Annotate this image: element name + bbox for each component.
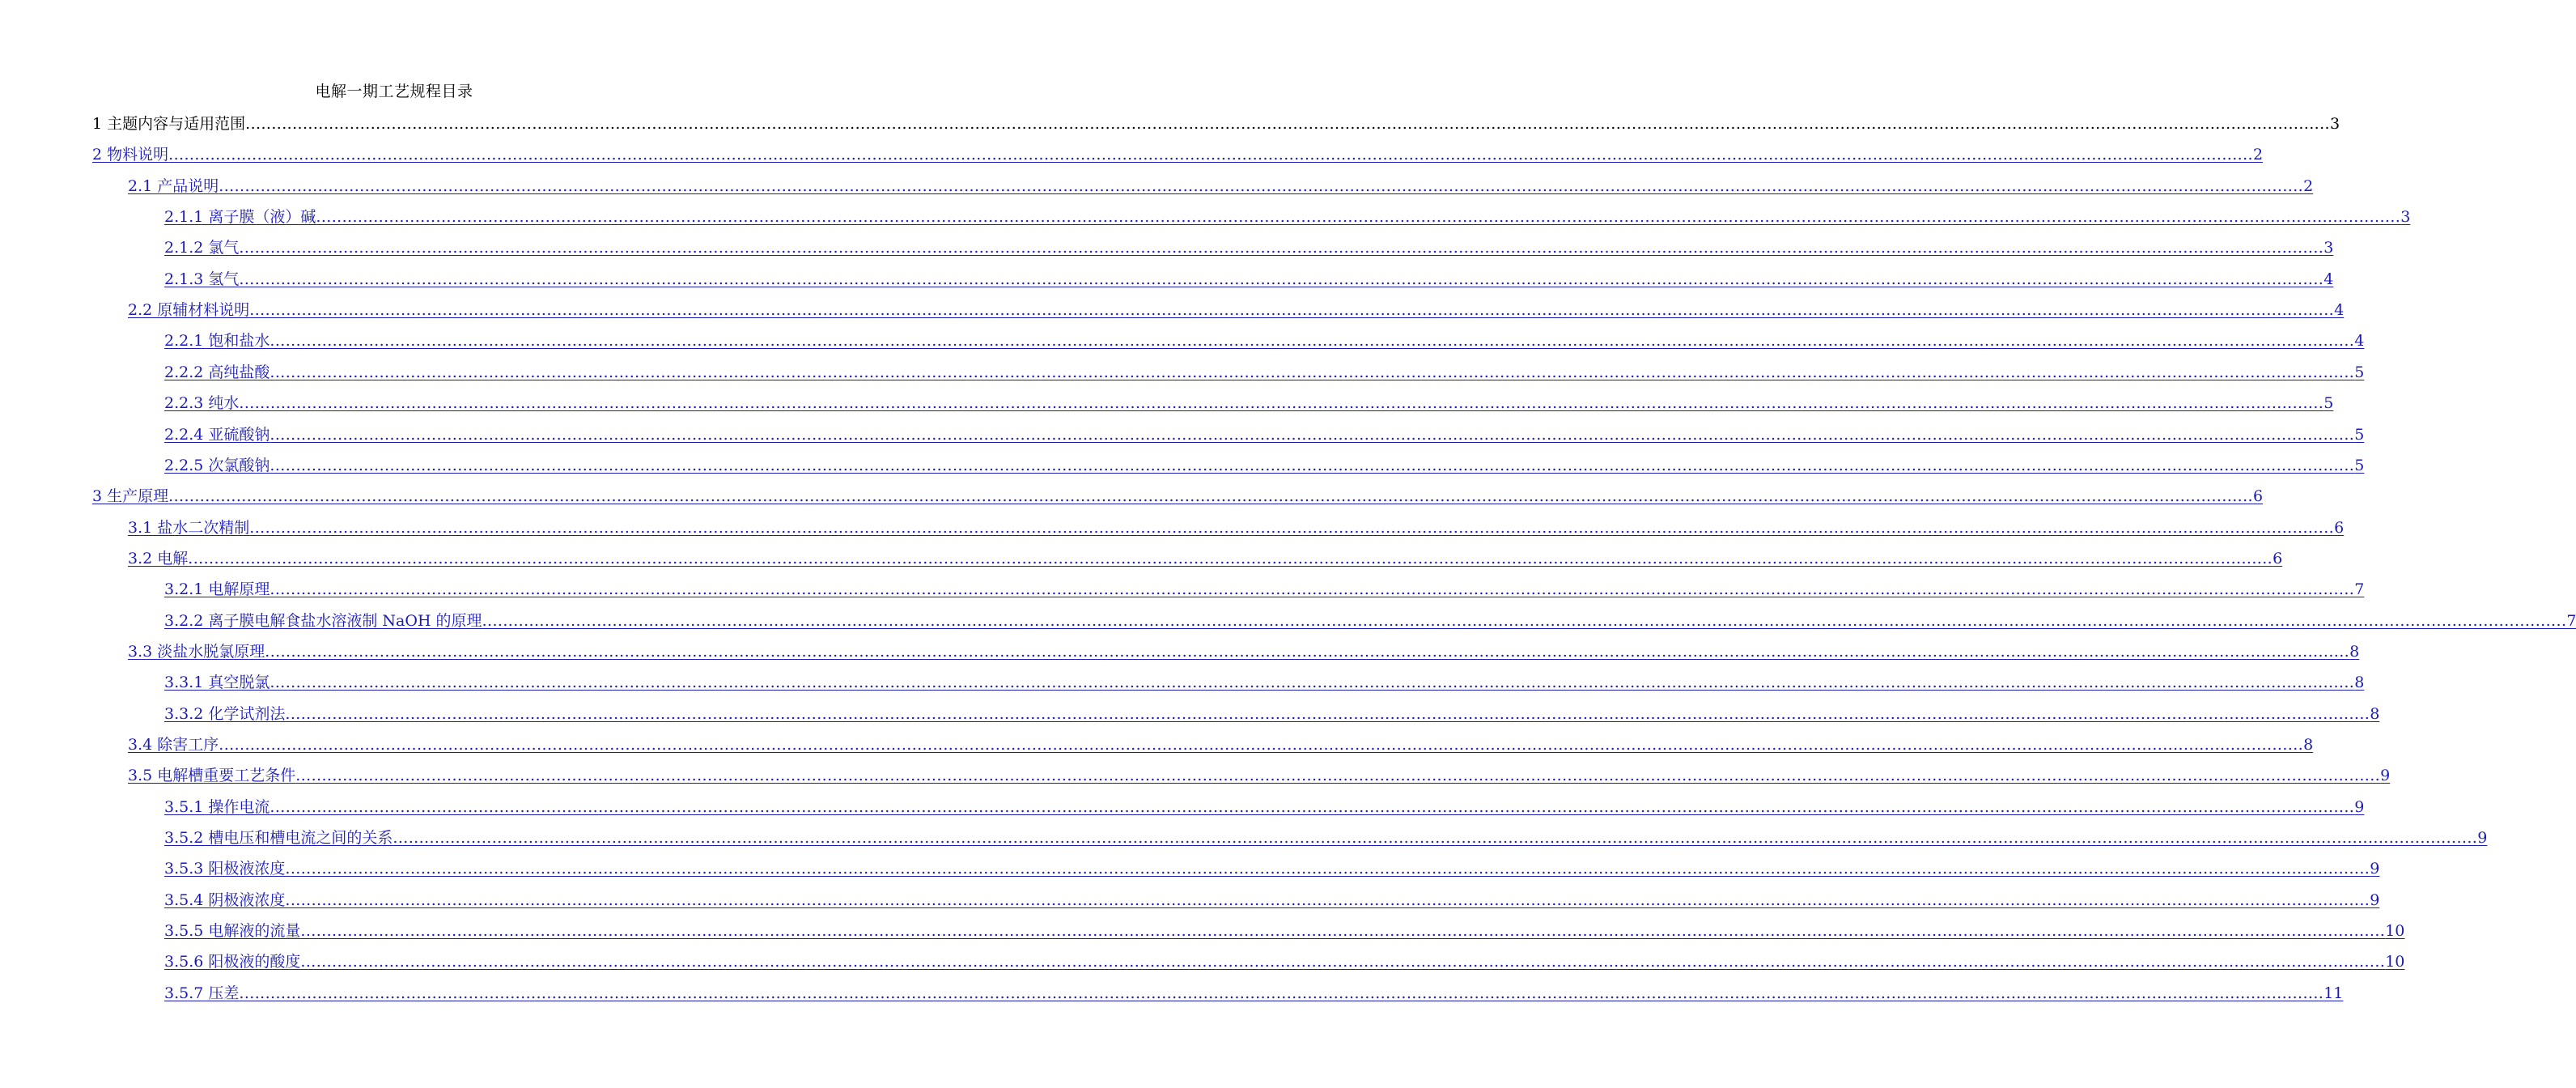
toc-entry-title: 2 物料说明 <box>92 146 169 164</box>
toc-entry-page-number: 10 <box>2385 953 2405 971</box>
toc-entry-page-number: 11 <box>2323 984 2344 1002</box>
dot-leader: ................................................................................................................................................................................................................................................................................................................................................................................................................ <box>219 176 2304 195</box>
dot-leader: ................................................................................................................................................................................................................................................................................................................................................................................................................ <box>269 363 2355 381</box>
toc-entry[interactable] <box>164 269 2334 290</box>
toc-entry[interactable] <box>164 890 2380 911</box>
toc-entry-page-number: 2 <box>2303 176 2314 195</box>
dot-leader: ................................................................................................................................................................................................................................................................................................................................................................................................................ <box>316 208 2401 227</box>
toc-entry-page-number: 6 <box>2273 549 2283 567</box>
toc-entry-page-number: 3 <box>2329 115 2340 133</box>
toc-entry[interactable] <box>164 362 2365 383</box>
toc-entry[interactable] <box>164 703 2380 725</box>
toc-entry-page-number: 4 <box>2323 270 2334 288</box>
toc-entry-title: 3.4 除害工序 <box>128 736 219 754</box>
toc-entry <box>92 113 2340 134</box>
toc-entry-page-number: 8 <box>2303 736 2314 754</box>
toc-entry-page-number: 3 <box>2400 208 2411 227</box>
toc-entry-page-number: 9 <box>2477 829 2488 848</box>
toc-entry[interactable] <box>164 672 2365 693</box>
dot-leader: ................................................................................................................................................................................................................................................................................................................................................................................................................ <box>482 611 2567 630</box>
dot-leader: ................................................................................................................................................................................................................................................................................................................................................................................................................ <box>265 642 2350 661</box>
dot-leader: ................................................................................................................................................................................................................................................................................................................................................................................................................ <box>285 704 2370 723</box>
toc-entry-title: 2.2 原辅材料说明 <box>128 301 250 320</box>
toc-entry-page-number: 8 <box>2354 674 2365 692</box>
toc-entry-page-number: 10 <box>2385 922 2405 941</box>
toc-entry-title: 3.5.5 电解液的流量 <box>164 922 301 941</box>
dot-leader: ................................................................................................................................................................................................................................................................................................................................................................................................................ <box>188 549 2273 567</box>
dot-leader: ................................................................................................................................................................................................................................................................................................................................................................................................................ <box>168 487 2253 506</box>
toc-entry[interactable] <box>164 610 2576 631</box>
toc-entry-page-number: 6 <box>2252 487 2264 506</box>
dot-leader: ................................................................................................................................................................................................................................................................................................................................................................................................................ <box>269 332 2355 351</box>
toc-entry-page-number: 9 <box>2370 890 2380 909</box>
toc-entry-title: 2.1 产品说明 <box>128 176 219 195</box>
toc-entry[interactable] <box>164 393 2334 414</box>
toc-entry-page-number: 3 <box>2323 239 2334 257</box>
toc-entry-title: 3.5.7 压差 <box>164 984 240 1002</box>
toc-entry[interactable] <box>164 424 2365 445</box>
dot-leader: ................................................................................................................................................................................................................................................................................................................................................................................................................ <box>269 797 2355 816</box>
dot-leader: ................................................................................................................................................................................................................................................................................................................................................................................................................ <box>300 953 2386 971</box>
toc-entry[interactable] <box>164 579 2365 600</box>
dot-leader: ................................................................................................................................................................................................................................................................................................................................................................................................................ <box>285 890 2370 909</box>
toc-entry[interactable] <box>128 517 2345 538</box>
toc-entry-page-number: 4 <box>2354 332 2365 351</box>
dot-leader: ................................................................................................................................................................................................................................................................................................................................................................................................................ <box>295 767 2381 785</box>
toc-entry-page-number: 4 <box>2334 301 2345 320</box>
toc-entry-title: 2.2.4 亚硫酸钠 <box>164 425 270 444</box>
toc-entry-page-number: 2 <box>2252 146 2264 164</box>
toc-entry-title: 2.1.1 离子膜（液）碱 <box>164 208 316 227</box>
dot-leader: ................................................................................................................................................................................................................................................................................................................................................................................................................ <box>168 146 2253 164</box>
toc-entry-page-number: 7 <box>2354 580 2365 599</box>
toc-entry-page-number: 7 <box>2566 611 2576 630</box>
toc-entry-title: 2.2.2 高纯盐酸 <box>164 363 270 381</box>
toc-entry[interactable] <box>164 920 2405 941</box>
dot-leader: ................................................................................................................................................................................................................................................................................................................................................................................................................ <box>269 674 2355 692</box>
toc-entry-title: 3.5.1 操作电流 <box>164 797 270 816</box>
toc-entry[interactable] <box>164 330 2365 351</box>
toc-entry-page-number: 5 <box>2354 363 2365 381</box>
toc-entry[interactable] <box>164 237 2334 258</box>
toc-entry-title: 3.1 盐水二次精制 <box>128 518 250 537</box>
toc-entry-title: 1 主题内容与适用范围 <box>92 115 246 133</box>
toc-entry[interactable] <box>164 951 2405 972</box>
toc-entry-title: 2.1.2 氯气 <box>164 239 240 257</box>
toc-entry-title: 3.5.2 槽电压和槽电流之间的关系 <box>164 829 393 848</box>
toc-entry-title: 2.1.3 氢气 <box>164 270 240 288</box>
toc-entry[interactable] <box>128 300 2345 321</box>
toc-entry-title: 3.2.1 电解原理 <box>164 580 270 599</box>
toc-entry[interactable] <box>164 983 2344 1004</box>
toc-entry-title: 3.5.6 阳极液的酸度 <box>164 953 301 971</box>
toc-entry[interactable] <box>128 548 2283 569</box>
toc-entry[interactable] <box>164 858 2380 879</box>
dot-leader: ................................................................................................................................................................................................................................................................................................................................................................................................................ <box>245 115 2330 133</box>
toc-entry[interactable] <box>128 765 2391 786</box>
dot-leader: ................................................................................................................................................................................................................................................................................................................................................................................................................ <box>269 425 2355 444</box>
toc-entry[interactable] <box>92 144 2264 165</box>
toc-entry-page-number: 5 <box>2354 456 2365 474</box>
dot-leader: ................................................................................................................................................................................................................................................................................................................................................................................................................ <box>269 456 2355 474</box>
toc-entry-page-number: 8 <box>2370 704 2380 723</box>
dot-leader: ................................................................................................................................................................................................................................................................................................................................................................................................................ <box>300 922 2386 941</box>
toc-entry-page-number: 5 <box>2323 394 2334 413</box>
dot-leader: ................................................................................................................................................................................................................................................................................................................................................................................................................ <box>249 301 2335 320</box>
dot-leader: ................................................................................................................................................................................................................................................................................................................................................................................................................ <box>239 239 2324 257</box>
toc-entry[interactable] <box>164 206 2411 227</box>
toc-entry[interactable] <box>164 827 2488 848</box>
dot-leader: ................................................................................................................................................................................................................................................................................................................................................................................................................ <box>239 984 2324 1002</box>
dot-leader: ................................................................................................................................................................................................................................................................................................................................................................................................................ <box>239 270 2324 288</box>
toc-entry[interactable] <box>92 486 2264 507</box>
dot-leader: ................................................................................................................................................................................................................................................................................................................................................................................................................ <box>393 829 2478 848</box>
toc-entry[interactable] <box>128 734 2314 755</box>
toc-entry-page-number: 9 <box>2370 860 2380 878</box>
toc-entry-title: 2.2.1 饱和盐水 <box>164 332 270 351</box>
toc-entry-page-number: 9 <box>2380 767 2391 785</box>
toc-entry-page-number: 6 <box>2334 518 2345 537</box>
toc-entry[interactable] <box>128 641 2360 662</box>
toc-entry-page-number: 8 <box>2349 642 2360 661</box>
toc-entry-title: 2.2.5 次氯酸钠 <box>164 456 270 474</box>
toc-entry[interactable] <box>164 797 2365 818</box>
toc-entry[interactable] <box>164 455 2365 476</box>
toc-entry-page-number: 5 <box>2354 425 2365 444</box>
dot-leader: ................................................................................................................................................................................................................................................................................................................................................................................................................ <box>269 580 2355 599</box>
dot-leader: ................................................................................................................................................................................................................................................................................................................................................................................................................ <box>285 860 2370 878</box>
toc-entry[interactable] <box>128 176 2314 197</box>
toc-entry-title: 3 生产原理 <box>92 487 169 506</box>
toc-entry-title: 3.5.4 阴极液浓度 <box>164 890 286 909</box>
toc-entry-title: 3.3.2 化学试剂法 <box>164 704 286 723</box>
toc-entry-title: 3.3.1 真空脱氯 <box>164 674 270 692</box>
toc-entry-page-number: 9 <box>2354 797 2365 816</box>
toc-entry-title: 3.5.3 阳极液浓度 <box>164 860 286 878</box>
toc-entry-title: 2.2.3 纯水 <box>164 394 240 413</box>
document-title: 电解一期工艺规程目录 <box>315 83 473 100</box>
dot-leader: ................................................................................................................................................................................................................................................................................................................................................................................................................ <box>249 518 2335 537</box>
toc-entry-title: 3.2 电解 <box>128 549 189 567</box>
toc-entry-title: 3.3 淡盐水脱氯原理 <box>128 642 265 661</box>
toc-entry-title: 3.5 电解槽重要工艺条件 <box>128 767 296 785</box>
toc-entry-title: 3.2.2 离子膜电解食盐水溶液制 NaOH 的原理 <box>164 611 482 630</box>
dot-leader: ................................................................................................................................................................................................................................................................................................................................................................................................................ <box>219 736 2304 754</box>
dot-leader: ................................................................................................................................................................................................................................................................................................................................................................................................................ <box>239 394 2324 413</box>
